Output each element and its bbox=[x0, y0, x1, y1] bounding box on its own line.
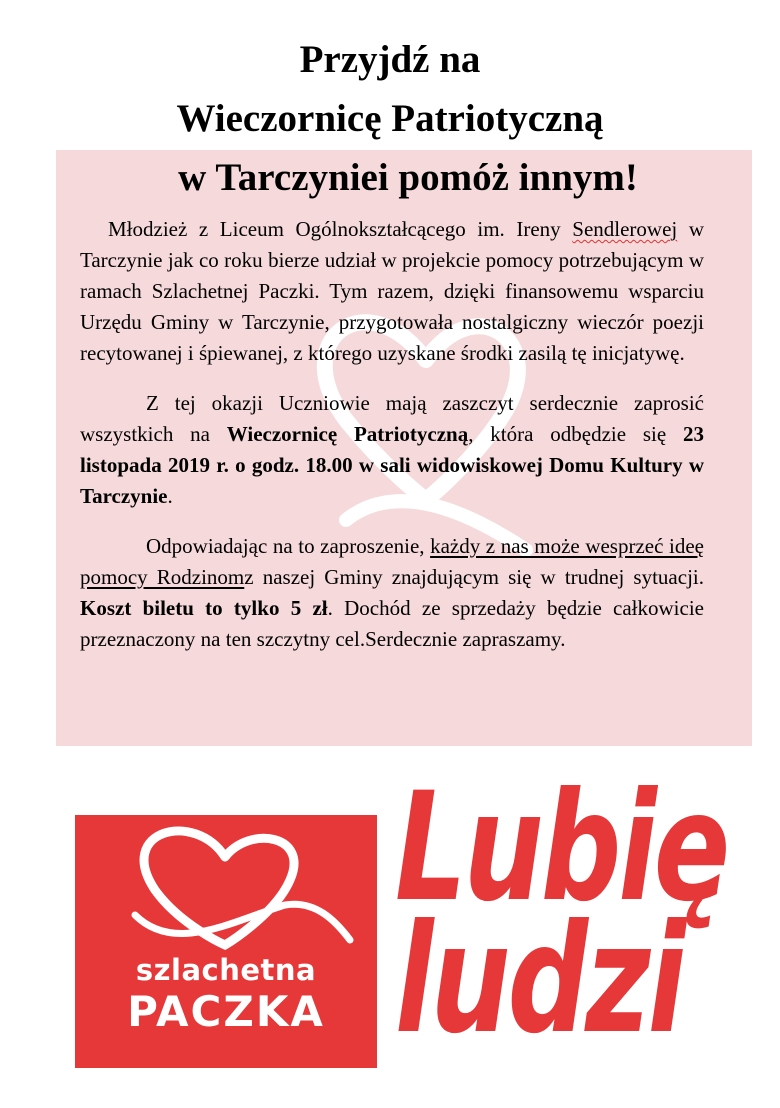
p1-text-sendlerowej: Sendlerowej bbox=[572, 217, 678, 241]
slogan-line-2: ludzi bbox=[395, 893, 684, 1067]
p1-text-a: Młodzież z Liceum Ogólnokształcącego im. Ireny bbox=[108, 217, 573, 241]
slogan bbox=[395, 761, 735, 1067]
invitation-body bbox=[80, 214, 704, 674]
logo-text-paczka: PACZKA bbox=[127, 987, 325, 1036]
title-line-3: w Tarczyniei pomóż innym! bbox=[178, 156, 638, 199]
p3-underlined-text: każdy z nas może wesprzeć ideę pomocy Rodzinom bbox=[80, 534, 704, 589]
p3-ticket-price: Koszt biletu to tylko 5 zł bbox=[80, 596, 328, 620]
p1-text-c: w Tarczynie jak co roku bierze udział w projekcie pomocy potrzebującym w ramach Szlachetnej Paczki. Tym razem, dzięki finansowemu wsparciu Urzędu Gminy w Tarczynie, przygotowała nostalgiczny wieczór poezji recytowanej i śpiewanej, z którego uzyskane środki zasilą tę inicjatywę. bbox=[80, 217, 704, 365]
logo-text-szlachetna: szlachetna bbox=[135, 953, 317, 987]
szlachetna-paczka-logo bbox=[75, 815, 377, 1068]
title-line-1: Przyjdź na bbox=[299, 38, 481, 81]
p2-text-c: , która odbędzie się bbox=[468, 422, 683, 446]
p2-event-date-place: 23 listopada 2019 r. o godz. 18.00 w sali widowiskowej Domu Kultury w Tarczynie bbox=[80, 422, 704, 508]
paragraph-invitation bbox=[80, 388, 704, 512]
p3-text-a: Odpowiadając na to zaproszenie, bbox=[146, 534, 431, 558]
p2-text-e: . bbox=[167, 484, 173, 508]
paragraph-intro bbox=[80, 214, 704, 369]
p2-event-name: Wieczornicę Patriotyczną bbox=[226, 422, 469, 446]
slogan-line-1: Lubię bbox=[395, 761, 728, 935]
p3-text-c: z naszej Gminy znajdującym się w trudnej sytuacji. bbox=[244, 565, 704, 589]
p3-text-e: . Dochód ze sprzedaży będzie całkowicie przeznaczony na ten szczytny cel.Serdecznie zapraszamy. bbox=[80, 596, 704, 651]
paragraph-support bbox=[80, 531, 704, 655]
p2-text-a: Z tej okazji Uczniowie mają zaszczyt serdecznie zaprosić wszystkich na bbox=[80, 391, 704, 446]
title-line-2: Wieczornicę Patriotyczną bbox=[176, 97, 604, 140]
page-title bbox=[0, 30, 780, 207]
